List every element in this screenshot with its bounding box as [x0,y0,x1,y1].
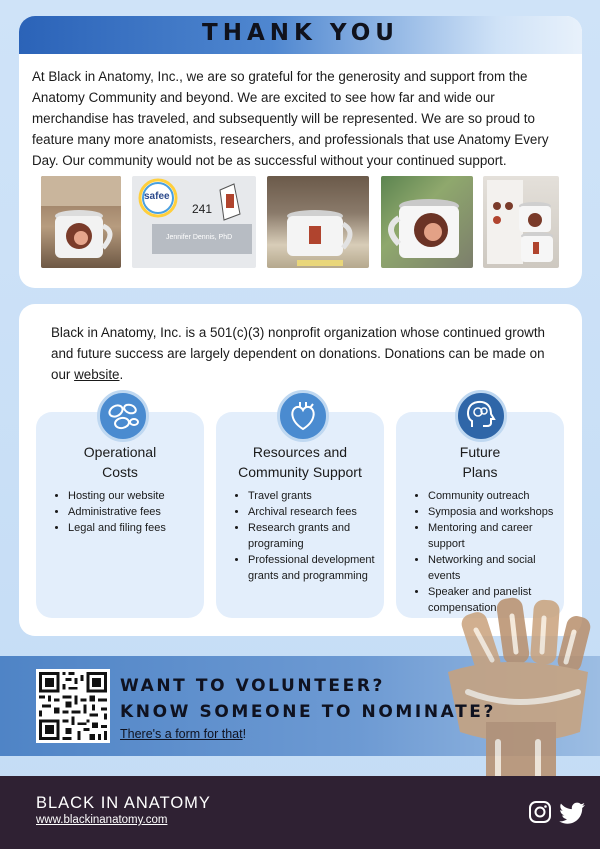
footer [0,776,600,849]
column-title [36,442,204,482]
form-link[interactable]: There's a form for that [120,727,243,741]
column-title-line2: Plans [462,464,498,480]
column-list [44,488,166,536]
column-title-line1: Resources and [252,444,348,460]
thank-you-card [19,16,582,288]
thank-you-banner [19,16,582,54]
badge-name: Jennifer Dennis, PhD [166,234,233,241]
fist-skeleton-icon [428,572,600,776]
list-item: • Symposia and workshops [428,504,564,520]
photo-mug-counter [267,176,369,268]
list-item: • Archival research fees [248,504,384,520]
instagram-icon[interactable] [528,800,552,824]
form-link-end: ! [242,727,247,741]
website-url-link[interactable]: www.blackinanatomy.com [36,814,168,826]
column-title-line1: Future [459,444,501,460]
list-item: • Community outreach [428,488,564,504]
photo-mug-closeup [381,176,473,268]
photo-name-badge [132,176,256,268]
donations-end: . [119,367,124,382]
list-item: • Professional development grants and programming [248,552,384,584]
thank-you-title: THANK YOU [202,20,399,46]
column-list [224,488,384,584]
donations-paragraph [51,322,561,385]
column-title [216,442,384,482]
brand-name: BLACK IN ANATOMY [36,794,211,812]
nominate-heading: KNOW SOMEONE TO NOMINATE? [120,702,496,722]
column-title [396,442,564,482]
blood-cells-icon [97,390,149,442]
list-item: • Hosting our website [68,488,166,504]
list-item: • Networking and social events [428,552,564,584]
list-item: • Mentoring and career support [428,520,564,552]
badge-logo: safee [144,191,170,202]
twitter-icon[interactable] [558,802,586,824]
column-title-line2: Community Support [238,464,362,480]
photo-mug-desk [41,176,121,268]
list-item: • Legal and filing fees [68,520,166,536]
brain-head-icon [455,390,507,442]
volunteer-heading: WANT TO VOLUNTEER? [120,676,385,696]
qr-code[interactable] [36,669,110,743]
website-link[interactable]: website [74,367,120,382]
photo-strip [41,176,561,268]
thank-you-paragraph: At Black in Anatomy, Inc., we are so grateful for the generosity and support from the Anatomy Community and beyond. We are excited to see how far and wide our merchandise has traveled, and subsequently will be represented. We are so proud to feature many more anatomists, researchers, and professionals that use Anatomy Every Day. Our community would not be as successful without your continued support. [32,69,549,168]
column-title-line1: Operational [83,444,157,460]
column-title-line2: Costs [102,464,138,480]
form-link-line [120,727,246,741]
list-item: • Research grants and programing [248,520,384,552]
donations-text: Black in Anatomy, Inc. is a 501(c)(3) nonprofit organization whose continued growth and future success are largely dependent on donations. Donations can be made on our [51,325,545,382]
list-item: • Travel grants [248,488,384,504]
badge-number: 241 [192,202,213,216]
list-item: • Administrative fees [68,504,166,520]
photo-mugs-box [483,176,559,268]
heart-icon [277,390,329,442]
list-item: • Speaker and panelist compensation [428,584,564,616]
